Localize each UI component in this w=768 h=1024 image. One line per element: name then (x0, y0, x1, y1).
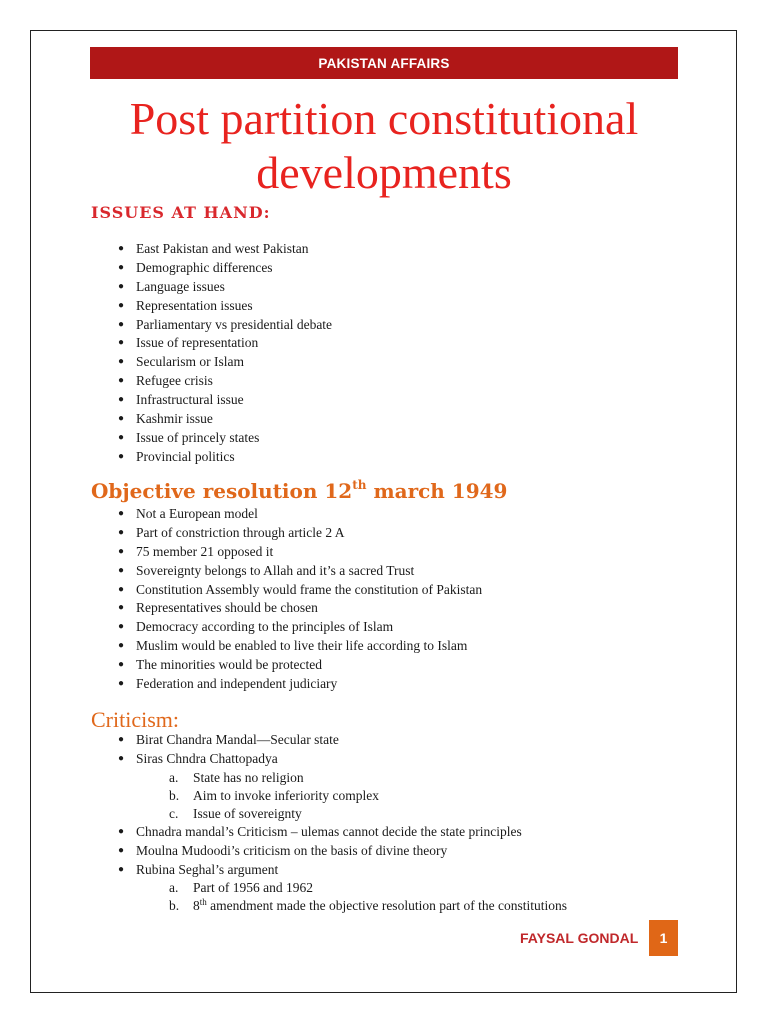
criticism-heading: Criticism: (91, 707, 179, 732)
list-item: ● Provincial politics (136, 448, 332, 467)
bullet-icon: ● (117, 844, 125, 856)
list-item: ● Birat Chandra Mandal—Secular state (136, 731, 522, 750)
bullet-icon: ● (117, 450, 125, 462)
sub-list-item: c. Issue of sovereignty (169, 805, 302, 821)
page-title (90, 92, 678, 200)
bullet-icon: ● (117, 640, 125, 652)
list-item: ● Part of constriction through article 2 A (136, 524, 482, 543)
issues-heading: ISSUES AT HAND: (91, 203, 271, 222)
issues-list (117, 240, 333, 467)
list-item: ● Demographic differences (136, 259, 332, 278)
list-item: ● Siras Chndra Chattopadya a. State has no religion b. Aim to invoke inferiority complex c. Issue of sovereignty (136, 750, 522, 823)
bullet-icon: ● (117, 564, 125, 576)
bullet-icon: ● (117, 280, 125, 292)
bullet-icon: ● (117, 413, 125, 425)
bullet-icon: ● (117, 375, 125, 387)
list-item: ● Issue of representation (136, 334, 332, 353)
bullet-icon: ● (117, 678, 125, 690)
list-item: ● Chnadra mandal’s Criticism – ulemas cannot decide the state principles (136, 823, 522, 842)
sub-list-item: a. Part of 1956 and 1962 (169, 880, 313, 896)
list-item: ● Infrastructural issue (136, 391, 332, 410)
bullet-icon: ● (117, 602, 125, 614)
list-item: ● Rubina Seghal’s argument a. Part of 1956 and 1962 b. 8th amendment made the objective resolution part of the constitutions (136, 861, 522, 916)
sub-list-item: a. State has no religion (169, 769, 304, 785)
list-item: ● Not a European model (136, 505, 482, 524)
list-item: ● Democracy according to the principles of Islam (136, 618, 482, 637)
list-item: ● Issue of princely states (136, 429, 332, 448)
list-item: ● Sovereignty belongs to Allah and it’s a sacred Trust (136, 562, 482, 581)
bullet-icon: ● (117, 526, 125, 538)
list-item: ● Representatives should be chosen (136, 599, 482, 618)
objective-heading: Objective resolution 12th march 1949 (91, 478, 508, 503)
list-item: ● Muslim would be enabled to live their life according to Islam (136, 637, 482, 656)
bullet-icon: ● (117, 863, 125, 875)
bullet-icon: ● (117, 431, 125, 443)
bullet-icon: ● (117, 261, 125, 273)
header-label: PAKISTAN AFFAIRS (318, 55, 450, 71)
list-item: ● Parliamentary vs presidential debate (136, 316, 332, 335)
page-number-badge (649, 920, 678, 956)
list-item: ● East Pakistan and west Pakistan (136, 240, 332, 259)
list-item: ● The minorities would be protected (136, 656, 482, 675)
list-item: ● Secularism or Islam (136, 353, 332, 372)
list-item: ● Moulna Mudoodi’s criticism on the basis of divine theory (136, 842, 522, 861)
list-item: ● Constitution Assembly would frame the constitution of Pakistan (136, 581, 482, 600)
sub-list (169, 769, 579, 823)
bullet-icon: ● (117, 734, 125, 745)
objective-list (117, 505, 483, 694)
bullet-icon: ● (117, 545, 125, 557)
bullet-icon: ● (117, 508, 125, 519)
list-item: ● Refugee crisis (136, 372, 332, 391)
bullet-icon: ● (117, 752, 125, 764)
bullet-icon: ● (117, 243, 125, 254)
footer-author: FAYSAL GONDAL (520, 930, 639, 946)
bullet-icon: ● (117, 318, 125, 330)
bullet-icon: ● (117, 583, 125, 595)
criticism-list (117, 731, 568, 915)
bullet-icon: ● (117, 825, 125, 837)
sub-list-item: b. 8th amendment made the objective resolution part of the constitutions (169, 897, 568, 914)
sub-list (169, 879, 579, 915)
title-line-2: developments (256, 147, 512, 198)
bullet-icon: ● (117, 394, 125, 406)
list-item: ● Federation and independent judiciary (136, 675, 482, 694)
bullet-icon: ● (117, 337, 125, 349)
bullet-icon: ● (117, 621, 125, 633)
page-number: 1 (659, 930, 668, 946)
header-bar (90, 47, 678, 79)
bullet-icon: ● (117, 356, 125, 368)
list-item: ● Representation issues (136, 297, 332, 316)
bullet-icon: ● (117, 659, 125, 671)
list-item: ● Language issues (136, 278, 332, 297)
list-item: ● 75 member 21 opposed it (136, 543, 482, 562)
title-line-1: Post partition constitutional (129, 93, 639, 144)
sub-list-item: b. Aim to invoke inferiority complex (169, 787, 379, 803)
list-item: ● Kashmir issue (136, 410, 332, 429)
bullet-icon: ● (117, 299, 125, 311)
